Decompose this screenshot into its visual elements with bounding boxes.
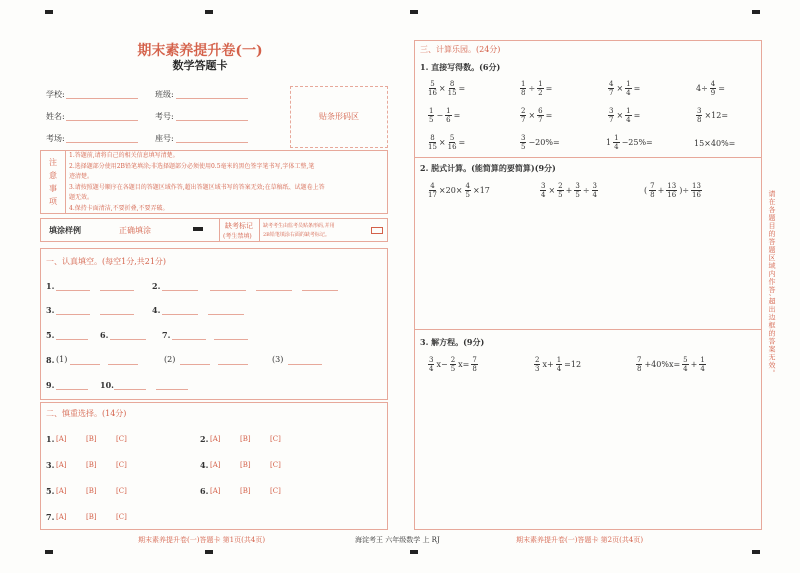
notes-text (69, 151, 385, 214)
name-field[interactable] (66, 120, 138, 121)
seat-field[interactable] (176, 142, 248, 143)
calc-q1-title: 1. 直接写得数。(6分) (420, 62, 501, 72)
registration-mark (205, 10, 213, 14)
note-line: 迹清楚。 (69, 173, 94, 180)
q-num: 8. (46, 355, 55, 365)
calc-q2-title: 2. 脱式计算。(能简算的要简算)(9分) (420, 163, 556, 173)
answer-blank[interactable] (108, 364, 138, 365)
expr: $\frac{3}{4}$ × $\frac{2}{5}$ + $\frac{3}{5}$ ÷ $\frac{3}{4}$ (541, 182, 597, 199)
answer-blank[interactable] (56, 389, 88, 390)
registration-mark (410, 10, 418, 14)
expr: ( $\frac{7}{8}$ + $\frac{13}{16}$ )÷ $\frac{13}{16}$ (644, 182, 701, 199)
notes-heading-char: 项 (49, 197, 57, 206)
answer-blank[interactable] (302, 290, 338, 291)
expr: $\frac{3}{8}$ ×12= (697, 107, 729, 124)
answer-blank[interactable] (156, 389, 188, 390)
notes-heading-char: 注 (49, 158, 57, 167)
answer-blank[interactable] (56, 339, 88, 340)
choice-option[interactable]: [B] (240, 487, 251, 495)
answer-blank[interactable] (218, 364, 248, 365)
registration-mark (45, 10, 53, 14)
choice-q-num: 4. (200, 460, 209, 470)
registration-mark (205, 550, 213, 554)
class-label: 班级: (155, 90, 174, 99)
registration-mark (45, 550, 53, 554)
section3-title: 三、计算乐园。(24分) (420, 45, 501, 54)
section1-title: 一、认真填空。(每空1分,共21分) (46, 257, 167, 266)
choice-option[interactable]: [A] (56, 487, 67, 495)
notes-heading (41, 151, 66, 213)
section-fill-in (40, 248, 388, 400)
choice-option[interactable]: [A] (210, 435, 221, 443)
answer-blank[interactable] (210, 290, 246, 291)
answer-blank[interactable] (172, 339, 206, 340)
page-subtitle: 数学答题卡 (172, 59, 228, 72)
registration-mark (752, 550, 760, 554)
expr: $\frac{4}{17}$ ×20× $\frac{4}{5}$ ×17 (428, 182, 490, 199)
q-num: 9. (46, 380, 55, 390)
expr: 4÷ $\frac{4}{9}$ = (696, 80, 725, 97)
answer-blank[interactable] (56, 290, 90, 291)
absent-sub: (考生禁填) (223, 233, 252, 240)
answer-blank[interactable] (208, 314, 244, 315)
absent-checkbox[interactable] (371, 227, 383, 234)
choice-q-num: 1. (46, 434, 55, 444)
class-field[interactable] (176, 98, 248, 99)
fill-example-row (40, 218, 388, 242)
expr: 15×40%= (694, 139, 736, 148)
choice-option[interactable]: [B] (240, 435, 251, 443)
answer-blank[interactable] (56, 314, 90, 315)
expr: $\frac{8}{15}$ × $\frac{5}{16}$ = (428, 134, 466, 151)
room-label: 考场: (46, 134, 65, 143)
choice-option[interactable]: [B] (86, 487, 97, 495)
expr: $\frac{1}{8}$ ÷ $\frac{1}{2}$ = (521, 80, 553, 97)
choice-option[interactable]: [C] (270, 487, 281, 495)
choice-option[interactable]: [B] (240, 461, 251, 469)
answer-blank[interactable] (256, 290, 292, 291)
answer-blank[interactable] (100, 314, 134, 315)
choice-q-num: 6. (200, 486, 209, 496)
sub-num: (1) (56, 355, 68, 364)
side-warning: 请在各题目的答题区域内作答,超出边框的答案无效。 (768, 190, 776, 378)
registration-mark (752, 10, 760, 14)
choice-q-num: 5. (46, 486, 55, 496)
barcode-label: 贴条形码区 (319, 112, 359, 121)
answer-blank[interactable] (100, 290, 134, 291)
expr: $\frac{1}{5}$ − $\frac{1}{6}$ = (429, 107, 461, 124)
q-num: 4. (152, 305, 161, 315)
fill-example-label: 填涂样例 (49, 225, 81, 235)
choice-q-num: 7. (46, 512, 55, 522)
expr: $\frac{7}{8}$ +40%x= $\frac{5}{4}$ + $\frac{1}{4}$ (637, 356, 705, 373)
q-num: 6. (100, 330, 109, 340)
barcode-area (290, 86, 388, 148)
note-line: 题无效。 (69, 194, 94, 201)
exam-no-field[interactable] (176, 120, 248, 121)
school-field[interactable] (66, 98, 138, 99)
expr: $\frac{3}{4}$ x− $\frac{2}{5}$ x= $\frac{7}{8}$ (429, 356, 477, 373)
answer-blank[interactable] (114, 389, 146, 390)
absent-note: 缺考考生由监考员贴条形码,并用 (263, 223, 335, 229)
choice-option[interactable]: [C] (270, 435, 281, 443)
exam-no-label: 考号: (155, 112, 174, 121)
school-label: 学校: (46, 90, 65, 99)
notes-box (40, 150, 388, 214)
expr: $\frac{2}{7}$ × $\frac{6}{7}$ = (521, 107, 553, 124)
answer-blank[interactable] (70, 364, 100, 365)
choice-q-num: 2. (200, 434, 209, 444)
calc-q3-title: 3. 解方程。(9分) (420, 337, 485, 347)
note-line: 2.选择题部分使用2B铅笔填涂;非选择题部分必须使用0.5毫米的黑色签字笔书写,字体工整,笔 (69, 162, 315, 170)
q-num: 3. (46, 305, 55, 315)
answer-blank[interactable] (214, 339, 248, 340)
choice-option[interactable]: [B] (86, 461, 97, 469)
expr: $\frac{2}{3}$ x+ $\frac{1}{4}$ =12 (535, 356, 582, 373)
name-label: 姓名: (46, 112, 65, 121)
absent-label: 缺考标记 (225, 222, 253, 230)
section2-title: 二、慎重选择。(14分) (46, 409, 127, 418)
choice-option[interactable]: [C] (116, 435, 127, 443)
sub-num: (3) (272, 355, 284, 364)
note-line: 3.请按照题号顺序在各题目的答题区域作答,超出答题区域书写的答案无效;在草稿纸、试题卷上答 (69, 183, 325, 191)
room-field[interactable] (66, 142, 138, 143)
sub-num: (2) (164, 355, 176, 364)
filled-mark-icon (193, 227, 203, 231)
choice-option[interactable]: [B] (86, 435, 97, 443)
answer-blank[interactable] (162, 290, 198, 291)
expr: $\frac{5}{16}$ × $\frac{8}{15}$ = (428, 80, 466, 97)
choice-option[interactable]: [A] (56, 461, 67, 469)
choice-option[interactable]: [C] (116, 461, 127, 469)
expr: 1 $\frac{1}{4}$ −25%= (606, 134, 653, 151)
choice-option[interactable]: [B] (86, 513, 97, 521)
answer-blank[interactable] (162, 314, 198, 315)
notes-heading-char: 事 (49, 184, 57, 193)
choice-option[interactable]: [A] (210, 461, 221, 469)
registration-mark (410, 550, 418, 554)
choice-option[interactable]: [A] (210, 487, 221, 495)
footer-left: 期末素养提升卷(一)答题卡 第1页(共4页) (138, 536, 266, 544)
q-num: 10. (100, 380, 114, 390)
divider (414, 329, 761, 330)
footer-mid: 海淀考王 六年级数学 上 RJ (355, 536, 440, 544)
correct-fill-label: 正确填涂 (119, 226, 151, 235)
notes-heading-char: 意 (49, 171, 57, 180)
choice-q-num: 3. (46, 460, 55, 470)
note-line: 1.答题前,请将自己的相关信息填写清楚。 (69, 152, 179, 159)
choice-option[interactable]: [C] (116, 487, 127, 495)
absent-note: 2B铅笔填涂右面的缺考标记。 (263, 232, 330, 238)
expr: $\frac{3}{5}$ −20%= (521, 134, 560, 151)
q-num: 1. (46, 281, 55, 291)
footer-right: 期末素养提升卷(一)答题卡 第2页(共4页) (516, 536, 644, 544)
choice-option[interactable]: [A] (56, 435, 67, 443)
answer-blank[interactable] (288, 364, 322, 365)
q-num: 2. (152, 281, 161, 291)
expr: $\frac{4}{7}$ × $\frac{1}{4}$ = (609, 80, 641, 97)
divider (414, 157, 761, 158)
q-num: 5. (46, 330, 55, 340)
choice-option[interactable]: [C] (116, 513, 127, 521)
expr: $\frac{3}{7}$ × $\frac{1}{4}$ = (609, 107, 641, 124)
note-line: 4.保持卡面清洁,不要折叠,不要弄破。 (69, 204, 169, 212)
page-title: 期末素养提升卷(一) (137, 43, 263, 59)
q-num: 7. (162, 330, 171, 340)
choice-option[interactable]: [C] (270, 461, 281, 469)
seat-label: 座号: (155, 134, 174, 143)
choice-option[interactable]: [A] (56, 513, 67, 521)
answer-blank[interactable] (110, 339, 146, 340)
answer-blank[interactable] (180, 364, 210, 365)
